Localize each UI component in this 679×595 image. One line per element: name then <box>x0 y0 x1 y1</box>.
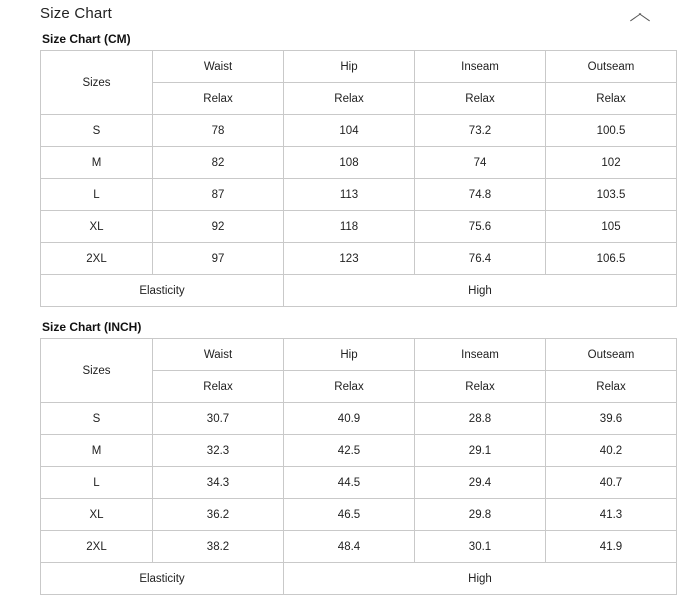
size-table-cm <box>40 50 677 307</box>
value-inch-m-outseam: 40.2 <box>546 435 677 467</box>
sizes-header-cm: Sizes <box>41 51 153 115</box>
measure-header-outseam-cm: Outseam <box>546 51 677 83</box>
value-cm-l-hip: 113 <box>284 179 415 211</box>
value-cm-m-hip: 108 <box>284 147 415 179</box>
value-inch-m-waist: 32.3 <box>153 435 284 467</box>
size-label-cm-m: M <box>41 147 153 179</box>
value-inch-xl-hip: 46.5 <box>284 499 415 531</box>
size-chart-header <box>0 0 679 26</box>
table-row <box>41 435 677 467</box>
section-title-cm: Size Chart (CM) <box>42 32 131 46</box>
value-cm-2xl-outseam: 106.5 <box>546 243 677 275</box>
value-inch-l-inseam: 29.4 <box>415 467 546 499</box>
value-cm-m-waist: 82 <box>153 147 284 179</box>
value-cm-s-inseam: 73.2 <box>415 115 546 147</box>
fit-hip-cm: Relax <box>284 83 415 115</box>
fit-waist-cm: Relax <box>153 83 284 115</box>
fit-outseam-cm: Relax <box>546 83 677 115</box>
size-chart-cm-section <box>0 32 679 307</box>
fit-hip-inch: Relax <box>284 371 415 403</box>
value-cm-l-inseam: 74.8 <box>415 179 546 211</box>
fit-inseam-inch: Relax <box>415 371 546 403</box>
measure-header-waist-cm: Waist <box>153 51 284 83</box>
value-inch-l-outseam: 40.7 <box>546 467 677 499</box>
table-row <box>41 243 677 275</box>
value-cm-2xl-waist: 97 <box>153 243 284 275</box>
value-cm-s-hip: 104 <box>284 115 415 147</box>
value-cm-2xl-hip: 123 <box>284 243 415 275</box>
value-cm-s-outseam: 100.5 <box>546 115 677 147</box>
value-inch-xl-waist: 36.2 <box>153 499 284 531</box>
value-inch-s-outseam: 39.6 <box>546 403 677 435</box>
elasticity-value-cm: High <box>284 275 677 307</box>
measure-header-outseam-inch: Outseam <box>546 339 677 371</box>
table-row <box>41 467 677 499</box>
value-cm-xl-hip: 118 <box>284 211 415 243</box>
value-cm-m-outseam: 102 <box>546 147 677 179</box>
page-title: Size Chart <box>40 4 113 22</box>
value-inch-l-hip: 44.5 <box>284 467 415 499</box>
size-label-inch-2xl: 2XL <box>41 531 153 563</box>
measure-header-waist-inch: Waist <box>153 339 284 371</box>
value-cm-xl-outseam: 105 <box>546 211 677 243</box>
fit-waist-inch: Relax <box>153 371 284 403</box>
value-cm-2xl-inseam: 76.4 <box>415 243 546 275</box>
measure-header-inseam-inch: Inseam <box>415 339 546 371</box>
section-title-inch: Size Chart (INCH) <box>42 320 142 334</box>
table-row <box>41 115 677 147</box>
size-label-inch-l: L <box>41 467 153 499</box>
value-inch-xl-inseam: 29.8 <box>415 499 546 531</box>
fit-outseam-inch: Relax <box>546 371 677 403</box>
value-inch-m-inseam: 29.1 <box>415 435 546 467</box>
elasticity-label-inch: Elasticity <box>41 563 284 595</box>
value-cm-xl-waist: 92 <box>153 211 284 243</box>
value-inch-2xl-outseam: 41.9 <box>546 531 677 563</box>
value-inch-s-waist: 30.7 <box>153 403 284 435</box>
sizes-header-inch: Sizes <box>41 339 153 403</box>
value-cm-l-waist: 87 <box>153 179 284 211</box>
table-row <box>41 339 677 371</box>
size-label-inch-m: M <box>41 435 153 467</box>
value-inch-2xl-inseam: 30.1 <box>415 531 546 563</box>
value-cm-xl-inseam: 75.6 <box>415 211 546 243</box>
size-label-cm-l: L <box>41 179 153 211</box>
value-cm-s-waist: 78 <box>153 115 284 147</box>
table-row <box>41 499 677 531</box>
table-row <box>41 563 677 595</box>
size-label-inch-s: S <box>41 403 153 435</box>
table-row <box>41 211 677 243</box>
value-inch-s-inseam: 28.8 <box>415 403 546 435</box>
table-row <box>41 51 677 83</box>
value-cm-l-outseam: 103.5 <box>546 179 677 211</box>
measure-header-hip-inch: Hip <box>284 339 415 371</box>
value-cm-m-inseam: 74 <box>415 147 546 179</box>
size-label-inch-xl: XL <box>41 499 153 531</box>
table-row <box>41 531 677 563</box>
table-row <box>41 147 677 179</box>
table-row <box>41 179 677 211</box>
fit-inseam-cm: Relax <box>415 83 546 115</box>
size-label-cm-xl: XL <box>41 211 153 243</box>
size-chart-inch-section <box>0 320 679 595</box>
size-table-inch <box>40 338 677 595</box>
table-row <box>41 275 677 307</box>
value-inch-xl-outseam: 41.3 <box>546 499 677 531</box>
size-label-cm-2xl: 2XL <box>41 243 153 275</box>
elasticity-value-inch: High <box>284 563 677 595</box>
value-inch-l-waist: 34.3 <box>153 467 284 499</box>
table-row <box>41 403 677 435</box>
value-inch-m-hip: 42.5 <box>284 435 415 467</box>
measure-header-inseam-cm: Inseam <box>415 51 546 83</box>
chevron-up-icon[interactable] <box>629 6 651 20</box>
value-inch-2xl-hip: 48.4 <box>284 531 415 563</box>
elasticity-label-cm: Elasticity <box>41 275 284 307</box>
size-label-cm-s: S <box>41 115 153 147</box>
measure-header-hip-cm: Hip <box>284 51 415 83</box>
value-inch-s-hip: 40.9 <box>284 403 415 435</box>
value-inch-2xl-waist: 38.2 <box>153 531 284 563</box>
